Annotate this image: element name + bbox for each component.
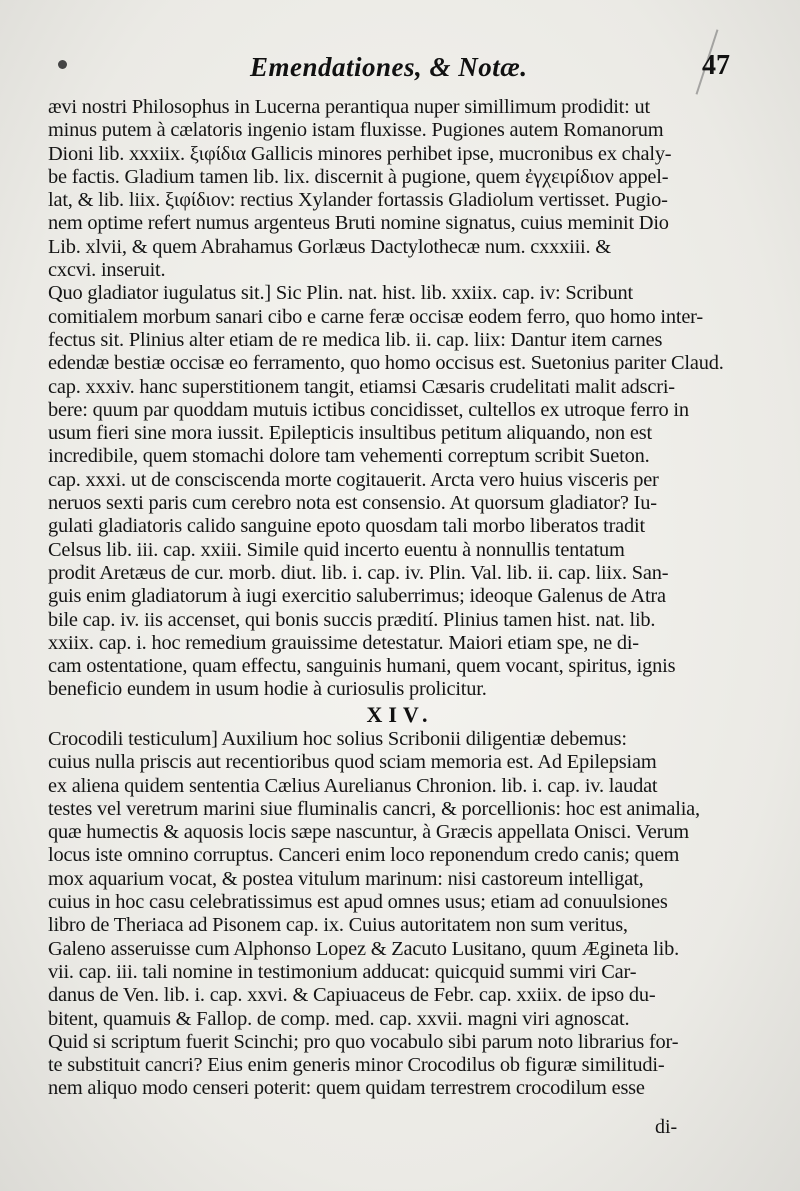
- text-line: cxcvi. inseruit.: [48, 259, 166, 282]
- text-block-bottom: [48, 728, 758, 1101]
- text-line: Quo gladiator iugulatus sit.] Sic Plin. nat. hist. lib. xxiix. cap. iv: Scribunt: [48, 282, 633, 305]
- paragraph-continuation: [48, 96, 758, 282]
- text-line: incredibile, quem stomachi dolore tam vehementi correptum scribit Sueton.: [48, 445, 650, 468]
- text-line: nem aliquo modo censeri poterit: quem quidam terrestrem crocodilum esse: [48, 1077, 645, 1100]
- text-line: gulati gladiatoris calido sanguine epoto quosdam tali morbo liberatos tradit: [48, 515, 645, 538]
- text-line: te substituit cancri? Eius enim generis minor Crocodilus ob figuræ similitudi-: [48, 1054, 665, 1077]
- text-line: neruos sexti paris cum cerebro nota est consensio. At quorsum gladiator? Iu-: [48, 492, 657, 515]
- text-line: bile cap. iv. iis accenset, qui bonis succis prædití. Plinius tamen hist. nat. lib.: [48, 608, 656, 631]
- text-line: prodit Aretæus de cur. morb. diut. lib. i. cap. iv. Plin. Val. lib. ii. cap. liix. San-: [48, 561, 669, 584]
- text-line: guis enim gladiatorum à iugi exercitio saluberrimus; ideoque Galenus de Atra: [48, 585, 666, 608]
- paragraph-crocodile: [48, 728, 758, 1101]
- ink-spot: [58, 60, 67, 69]
- text-line: comitialem morbum sanari cibo e carne feræ occisæ eodem ferro, quo homo inter-: [48, 305, 703, 328]
- text-line: cap. xxxi. ut de consciscenda morte cogitauerit. Arcta vero huius visceris per: [48, 468, 659, 491]
- text-line: Dioni lib. xxxiix. ξιφίδια Gallicis minores perhibet ipse, mucronibus ex chaly-: [48, 142, 672, 165]
- text-block-top: [48, 96, 758, 702]
- text-line: danus de Ven. lib. i. cap. xxvi. & Capiuaceus de Febr. cap. xxiix. de ipso du-: [48, 984, 656, 1007]
- text-line: mox aquarium vocat, & postea vitulum marinum: nisi castoreum intelligat,: [48, 867, 644, 890]
- text-line: bitent, quamuis & Fallop. de comp. med. cap. xxvii. magni viri agnoscat.: [48, 1007, 630, 1030]
- text-line: cam ostentatione, quam effectu, sanguinis humani, quem vocant, spiritus, ignis: [48, 655, 676, 678]
- text-line: Celsus lib. iii. cap. xxiii. Simile quid incerto euentu à nonnullis tentatum: [48, 538, 625, 561]
- text-line: Crocodili testiculum] Auxilium hoc solius Scribonii diligentiæ debemus:: [48, 728, 627, 750]
- paragraph-gladiator: [48, 282, 758, 701]
- page-header: [250, 52, 730, 92]
- page-number: 47: [702, 50, 730, 81]
- text-line: quæ humectis & aquosis locis sæpe nascuntur, à Græcis appellata Onisci. Verum: [48, 821, 689, 844]
- text-line: locus iste omnino corruptus. Canceri enim loco reponendum credo canis; quem: [48, 844, 680, 867]
- text-line: xxiix. cap. i. hoc remedium grauissime detestatur. Maiori etiam spe, ne di-: [48, 631, 639, 654]
- text-line: fectus sit. Plinius alter etiam de re medica lib. ii. cap. liix: Dantur item carnes: [48, 328, 663, 351]
- text-line: cuius nulla priscis aut recentioribus quod sciam memoria est. Ad Epilepsiam: [48, 751, 657, 774]
- text-line: Quid si scriptum fuerit Scinchi; pro quo vocabulo sibi parum noto librarius for-: [48, 1030, 679, 1053]
- text-line: ævi nostri Philosophus in Lucerna perantiqua nuper simillimum prodidit: ut: [48, 96, 650, 118]
- text-line: minus putem à cælatoris ingenio istam fluxisse. Pugiones autem Romanorum: [48, 119, 664, 142]
- text-line: ex aliena quidem sententia Cælius Aurelianus Chronion. lib. i. cap. iv. laudat: [48, 774, 658, 797]
- text-line: usum fieri sine mora iussit. Epilepticis insultibus petitum aliquando, non est: [48, 422, 652, 445]
- text-line: testes vel veretrum marini siue fluminalis cancri, & porcellionis: hoc est animalia,: [48, 797, 700, 820]
- text-line: vii. cap. iii. tali nomine in testimonium adducat: quicquid summi viri Car-: [48, 960, 637, 983]
- section-heading: XIV.: [366, 702, 434, 727]
- text-line: be factis. Gladium tamen lib. lix. discernit à pugione, quem ἐγχειρίδιον appel-: [48, 165, 669, 188]
- text-line: libro de Theriaca ad Pisonem cap. ix. Cuius autoritatem non sum veritus,: [48, 914, 628, 937]
- text-line: Galeno asseruisse cum Alphonso Lopez & Zacuto Lusitano, quum Ægineta lib.: [48, 937, 679, 960]
- running-title: Emendationes, & Notæ.: [250, 52, 528, 82]
- text-line: cuius in hoc casu celebratissimus est apud omnes usus; etiam ad conuulsiones: [48, 891, 668, 914]
- text-line: bere: quum par quoddam mutuis ictibus concidisset, cultellos ex utroque ferro in: [48, 398, 689, 421]
- text-line: cap. xxxiv. hanc superstitionem tangit, etiamsi Cæsaris crudelitati malit adscri-: [48, 375, 675, 398]
- catchword: di-: [655, 1116, 678, 1138]
- text-line: Lib. xlvii, & quem Abrahamus Gorlæus Dactylothecæ num. cxxxiii. &: [48, 235, 611, 258]
- text-line: beneficio eundem in usum hodie à curiosulis prolicitur.: [48, 678, 487, 701]
- text-line: lat, & lib. liix. ξιφίδιον: rectius Xylander fortassis Gladiolum vertisset. Pugio-: [48, 189, 668, 212]
- text-line: edendæ bestiæ occisæ eo ferramento, quo homo occisus est. Suetonius pariter Claud.: [48, 352, 724, 375]
- text-line: nem optime refert numus argenteus Bruti nomine signatus, cuius meminit Dio: [48, 212, 669, 235]
